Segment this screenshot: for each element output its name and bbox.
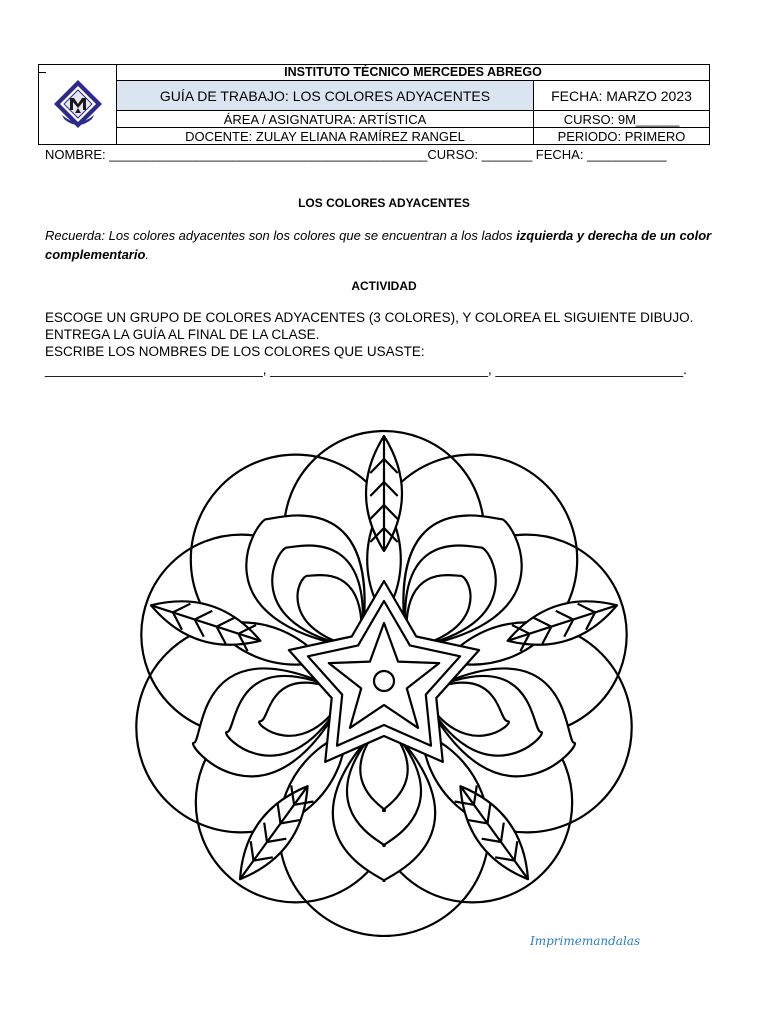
reminder-intro: Recuerda: Los colores adyacentes son los colores que se encuentran a los lados (45, 228, 517, 243)
page-title: LOS COLORES ADYACENTES (298, 196, 470, 210)
mandala-drawing (128, 425, 640, 937)
school-logo-icon (50, 77, 106, 133)
guide-date: FECHA: MARZO 2023 (551, 87, 692, 104)
instruction-line: ENTREGA LA GUÍA AL FINAL DE LA CLASE. (45, 327, 320, 342)
header-row-institution (117, 65, 709, 81)
header-row-guide (117, 81, 709, 111)
color-answer-lines: _____________________________, _____________________________, _________________________. (45, 362, 687, 377)
instruction-line: ESCOGE UN GRUPO DE COLORES ADYACENTES (3 COLORES), Y COLOREA EL SIGUIENTE DIBUJO. (45, 310, 694, 325)
subject-area: ÁREA / ASIGNATURA: ARTÍSTICA (117, 111, 534, 127)
reminder-end: . (145, 247, 150, 262)
header-row-teacher (117, 128, 709, 144)
teacher-name: DOCENTE: ZULAY ELIANA RAMÍREZ RANGEL (117, 128, 534, 144)
period-field: PERIODO: PRIMERO (557, 128, 686, 144)
header-row-area (117, 111, 709, 128)
credit-text: Imprimemandalas (530, 934, 641, 948)
instruction-line: ESCRIBE LOS NOMBRES DE LOS COLORES QUE USASTE: (45, 344, 425, 359)
guide-title: GUÍA DE TRABAJO: LOS COLORES ADYACENTES (117, 81, 534, 110)
activity-title: ACTIVIDAD (351, 279, 417, 293)
student-info-line: NOMBRE: ____________________________________________CURSO: _______ FECHA: ___________ (45, 147, 667, 162)
reminder-paragraph (45, 226, 725, 264)
reminder-bold: izquierda y derecha de un color complementario (45, 228, 712, 262)
institution-name: INSTITUTO TÉCNICO MERCEDES ABREGO (284, 65, 542, 79)
course-field: CURSO: 9M______ (563, 111, 680, 127)
logo-cell (39, 65, 117, 144)
header-table (38, 64, 710, 145)
